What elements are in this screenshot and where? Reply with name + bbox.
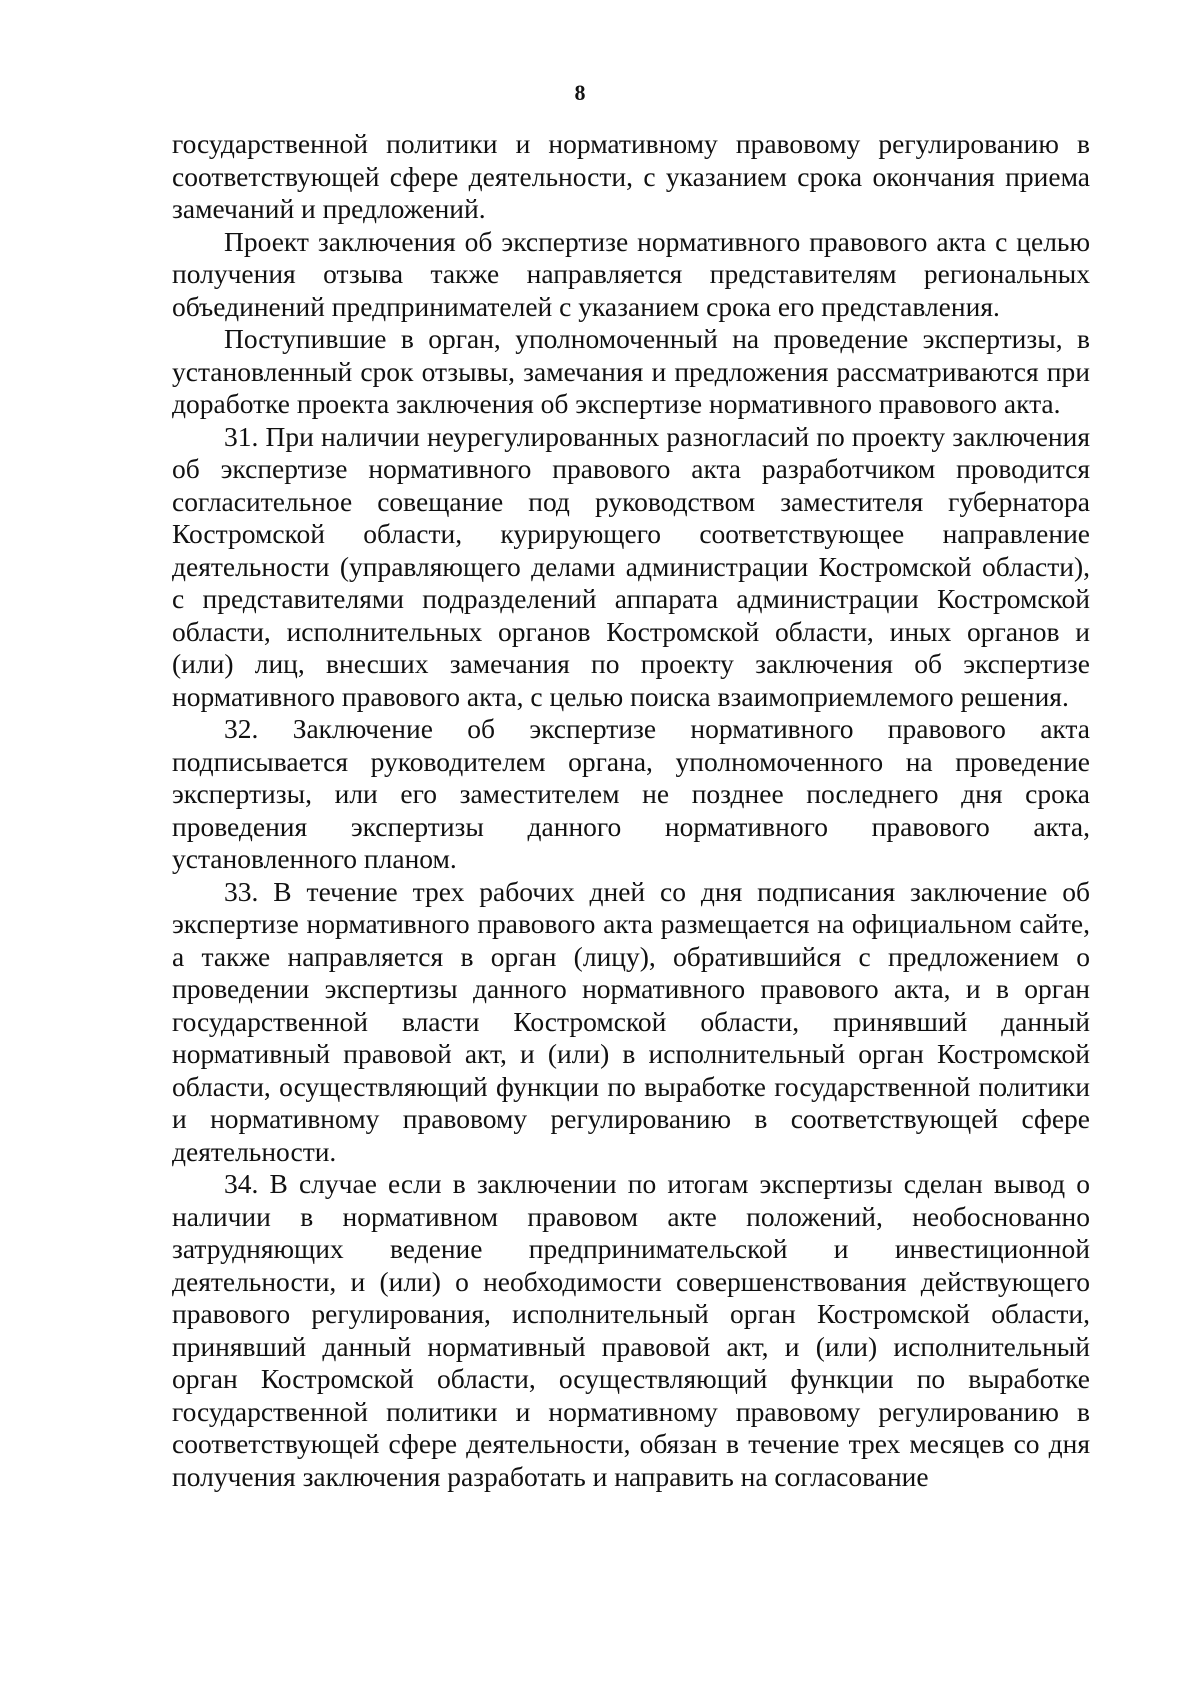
paragraph-item-33: 33. В течение трех рабочих дней со дня подписания заключение об экспертизе нормативного правового акта размещается на официальном сайте, а также направляется в орган (лицу), обратившийся с предложением о проведении экспертизы данного нормативного правового акта, и в орган государственной власти Костромской области, принявший данный нормативный правовой акт, и (или) в исполнительный орган Костромской области, осуществляющий функции по выработке государственной политики и нормативному правовому регулированию в соответствующей сфере деятельности. xyxy=(172,875,1090,1167)
document-body xyxy=(172,128,1090,1493)
paragraph-item-34: 34. В случае если в заключении по итогам экспертизы сделан вывод о наличии в нормативном правовом акте положений, необоснованно затрудняющих ведение предпринимательской и инвестиционной деятельности, и (или) о необходимости совершенствования действующего правового регулирования, исполнительный орган Костромской области, принявший данный нормативный правовой акт, и (или) исполнительный орган Костромской области, осуществляющий функции по выработке государственной политики и нормативному правовому регулированию в соответствующей сфере деятельности, обязан в течение трех месяцев со дня получения заключения разработать и направить на согласование xyxy=(172,1168,1090,1492)
paragraph-project-review: Проект заключения об экспертизе нормативного правового акта с целью получения отзыва также направляется представителям региональных объединений предпринимателей с указанием срока его представления. xyxy=(172,225,1090,322)
page-number: 8 xyxy=(574,80,586,105)
paragraph-item-32: 32. Заключение об экспертизе нормативного правового акта подписывается руководителем органа, уполномоченного на проведение экспертизы, или его заместителем не позднее последнего дня срока проведения экспертизы данного нормативного правового акта, установленного планом. xyxy=(172,713,1090,874)
paragraph-received-comments: Поступившие в орган, уполномоченный на проведение экспертизы, в установленный срок отзывы, замечания и предложения рассматриваются при доработке проекта заключения об экспертизе нормативного правового акта. xyxy=(172,323,1090,419)
paragraph-item-31: 31. При наличии неурегулированных разногласий по проекту заключения об экспертизе нормативного правового акта разработчиком проводится согласительное совещание под руководством заместителя губернатора Костромской области, курирующего соответствующее направление деятельности (управляющего делами администрации Костромской области), с представителями подразделений аппарата администрации Костромской области, исполнительных органов Костромской области, иных органов и (или) лиц, внесших замечания по проекту заключения об экспертизе нормативного правового акта, с целью поиска взаимоприемлемого решения. xyxy=(172,420,1090,712)
paragraph-continuation: государственной политики и нормативному правовому регулированию в соответствующей сфере деятельности, с указанием срока окончания приема замечаний и предложений. xyxy=(172,128,1090,224)
